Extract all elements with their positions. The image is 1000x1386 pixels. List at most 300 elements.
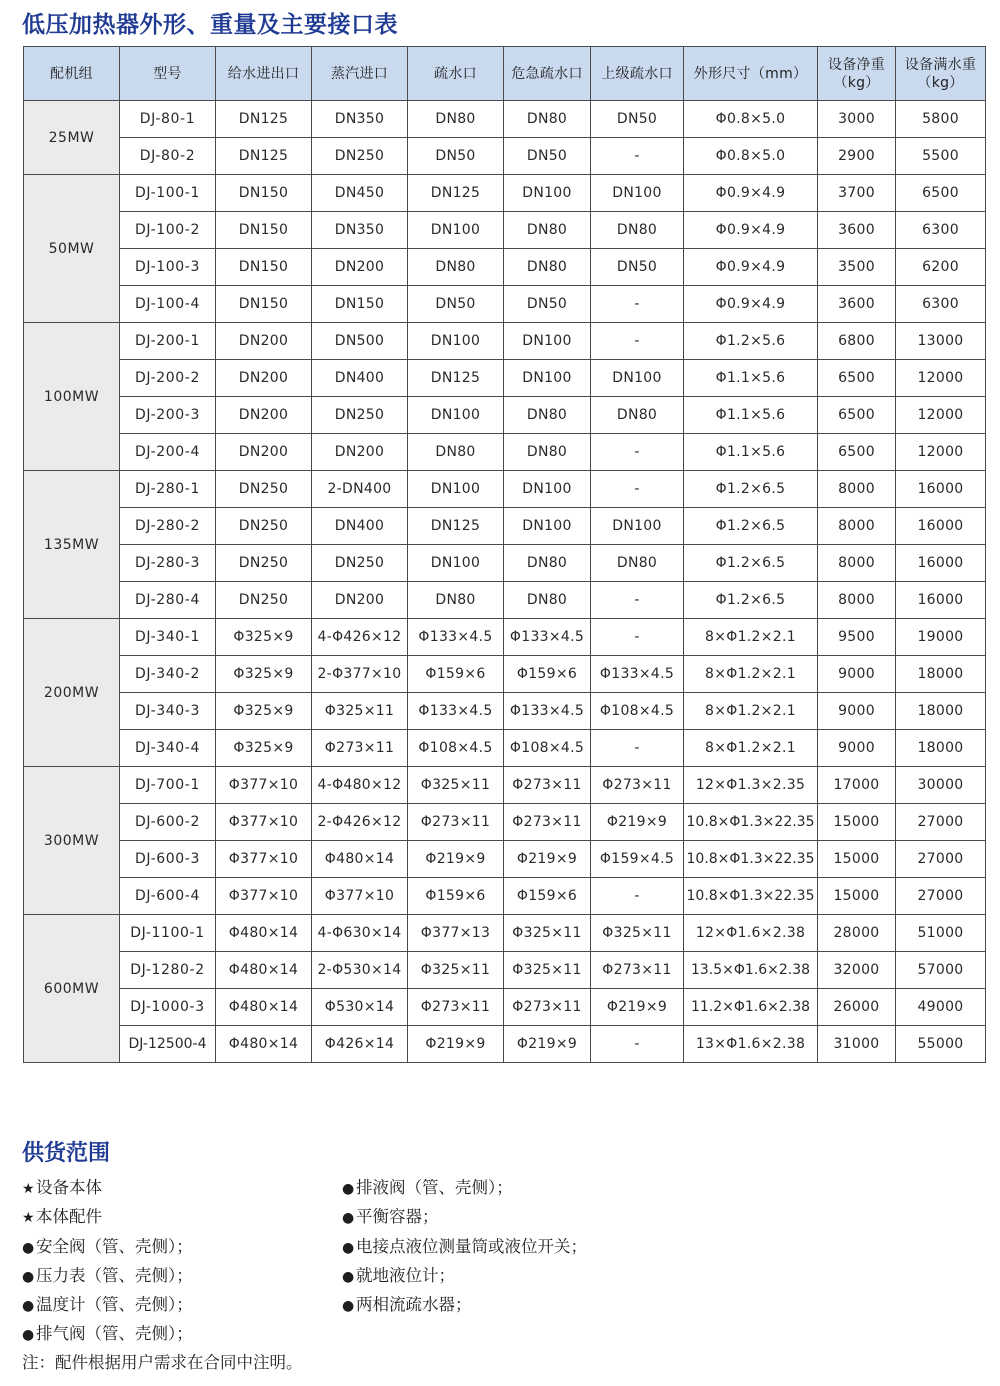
table-cell: 13×Φ1.6×2.38 [684, 1026, 818, 1063]
supply-item-text: 温度计（管、壳侧）； [36, 1295, 193, 1315]
column-header [120, 47, 216, 101]
table-cell: Φ133×4.5 [408, 693, 504, 730]
supply-item-text: 本体配件 [36, 1207, 102, 1227]
table-cell: 19000 [896, 619, 986, 656]
table-cell: 2-Φ530×14 [312, 952, 408, 989]
table-cell: DN150 [216, 175, 312, 212]
table-cell: 6500 [818, 397, 896, 434]
table-cell: Φ377×10 [216, 841, 312, 878]
bullet-icon: ● [22, 1298, 35, 1315]
model-cell: DJ-600-3 [120, 841, 216, 878]
table-row [24, 286, 986, 323]
bullet-icon: ● [342, 1181, 355, 1197]
table-row [24, 656, 986, 693]
table-cell: 15000 [818, 804, 896, 841]
supply-item-text: 排液阀（管、壳侧）； [356, 1178, 513, 1197]
table-cell: DN100 [408, 545, 504, 582]
table-cell: DN350 [312, 101, 408, 138]
table-cell: Φ159×6 [504, 878, 591, 915]
table-cell: 49000 [896, 989, 986, 1026]
table-cell: 27000 [896, 841, 986, 878]
table-cell: Φ1.1×5.6 [684, 434, 818, 471]
table-cell: 11.2×Φ1.6×2.38 [684, 989, 818, 1026]
supply-item [22, 1232, 193, 1261]
table-cell: Φ219×9 [591, 989, 684, 1026]
table-row [24, 471, 986, 508]
table-cell: Φ0.8×5.0 [684, 138, 818, 175]
table-cell: 12000 [896, 360, 986, 397]
table-cell: - [591, 471, 684, 508]
table-cell: DN50 [504, 286, 591, 323]
table-cell: DN80 [408, 434, 504, 471]
table-cell: Φ108×4.5 [504, 730, 591, 767]
table-cell: - [591, 1026, 684, 1063]
table-cell: 26000 [818, 989, 896, 1026]
table-cell: 27000 [896, 804, 986, 841]
table-row [24, 693, 986, 730]
supply-item [22, 1319, 193, 1348]
table-cell: Φ1.2×6.5 [684, 545, 818, 582]
table-cell: - [591, 323, 684, 360]
supply-item-text: 设备本体 [36, 1178, 102, 1197]
table-cell: 8×Φ1.2×2.1 [684, 730, 818, 767]
supply-item [22, 1261, 193, 1290]
table-cell: - [591, 582, 684, 619]
supply-item-text: 排气阀（管、壳侧）； [36, 1324, 193, 1344]
table-cell: DN50 [408, 138, 504, 175]
column-header [684, 47, 818, 101]
column-header [312, 47, 408, 101]
model-cell: DJ-100-2 [120, 212, 216, 249]
model-cell: DJ-100-3 [120, 249, 216, 286]
table-row [24, 175, 986, 212]
table-cell: DN100 [591, 360, 684, 397]
table-cell: 9000 [818, 656, 896, 693]
table-cell: Φ273×11 [408, 989, 504, 1026]
supply-item-text: 平衡容器； [356, 1207, 439, 1227]
supply-item-text: 安全阀（管、壳侧）； [36, 1236, 193, 1256]
table-cell: Φ219×9 [504, 841, 591, 878]
table-cell: Φ219×9 [591, 804, 684, 841]
table-cell: DN100 [408, 397, 504, 434]
table-cell: 16000 [896, 471, 986, 508]
table-cell: Φ325×11 [312, 693, 408, 730]
table-cell: 2900 [818, 138, 896, 175]
supply-item-text: 压力表（管、壳侧）； [36, 1265, 193, 1285]
table-cell: DN80 [591, 212, 684, 249]
table-cell: 3700 [818, 175, 896, 212]
supply-item [22, 1202, 193, 1231]
bullet-icon: ● [22, 1239, 35, 1256]
table-row [24, 841, 986, 878]
table-cell: Φ325×9 [216, 693, 312, 730]
column-header [24, 47, 120, 101]
column-header-text: 外形尺寸（mm） [693, 65, 808, 82]
table-cell: 12000 [896, 397, 986, 434]
table-cell: Φ480×14 [312, 841, 408, 878]
table-cell: 9000 [818, 730, 896, 767]
model-cell: DJ-280-2 [120, 508, 216, 545]
table-cell: 10.8×Φ1.3×22.35 [684, 878, 818, 915]
table-cell: - [591, 730, 684, 767]
table-cell: 6500 [896, 175, 986, 212]
unit-group-cell: 300MW [24, 767, 120, 915]
table-cell: DN200 [216, 397, 312, 434]
supply-list-left [22, 1173, 193, 1349]
table-cell: 4-Φ426×12 [312, 619, 408, 656]
table-cell: Φ530×14 [312, 989, 408, 1026]
table-cell: DN80 [408, 249, 504, 286]
table-cell: 16000 [896, 508, 986, 545]
table-cell: - [591, 286, 684, 323]
bullet-icon: ● [342, 1210, 355, 1227]
table-cell: Φ108×4.5 [408, 730, 504, 767]
table-cell: Φ377×10 [216, 767, 312, 804]
table-cell: DN80 [504, 101, 591, 138]
table-cell: 5500 [896, 138, 986, 175]
table-cell: 2-DN400 [312, 471, 408, 508]
table-cell: 8×Φ1.2×2.1 [684, 693, 818, 730]
table-row [24, 545, 986, 582]
table-cell: DN80 [504, 397, 591, 434]
table-cell: DN250 [312, 138, 408, 175]
table-cell: DN50 [504, 138, 591, 175]
model-cell: DJ-12500-4 [120, 1026, 216, 1063]
table-cell: 31000 [818, 1026, 896, 1063]
model-cell: DJ-340-1 [120, 619, 216, 656]
unit-group-cell: 135MW [24, 471, 120, 619]
model-cell: DJ-100-1 [120, 175, 216, 212]
star-icon: ★ [22, 1210, 35, 1227]
bullet-icon: ● [342, 1239, 355, 1256]
table-cell: Φ159×6 [408, 878, 504, 915]
table-cell: Φ108×4.5 [591, 693, 684, 730]
table-cell: Φ325×11 [408, 952, 504, 989]
header-row [24, 47, 986, 101]
column-header [818, 47, 896, 101]
table-cell: DN250 [312, 545, 408, 582]
table-cell: 13000 [896, 323, 986, 360]
table-cell: DN100 [408, 471, 504, 508]
table-row [24, 101, 986, 138]
unit-group-cell: 200MW [24, 619, 120, 767]
table-cell: 9000 [818, 693, 896, 730]
table-cell: 15000 [818, 878, 896, 915]
table-cell: 8000 [818, 582, 896, 619]
table-cell: 12×Φ1.6×2.38 [684, 915, 818, 952]
table-cell: 13.5×Φ1.6×2.38 [684, 952, 818, 989]
table-cell: DN80 [408, 582, 504, 619]
supply-item [342, 1290, 587, 1319]
table-cell: Φ273×11 [312, 730, 408, 767]
model-cell: DJ-700-1 [120, 767, 216, 804]
table-cell: Φ325×11 [408, 767, 504, 804]
table-cell: DN200 [312, 434, 408, 471]
column-header-text: （kg） [833, 74, 880, 91]
table-cell: DN80 [408, 101, 504, 138]
table-cell: DN100 [408, 323, 504, 360]
table-cell: - [591, 138, 684, 175]
model-cell: DJ-1100-1 [120, 915, 216, 952]
table-cell: DN50 [591, 249, 684, 286]
bullet-icon: ● [22, 1268, 35, 1285]
table-cell: DN250 [312, 397, 408, 434]
table-cell: DN80 [504, 212, 591, 249]
table-row [24, 434, 986, 471]
bullet-icon: ● [342, 1298, 355, 1315]
table-cell: DN100 [591, 508, 684, 545]
table-cell: Φ273×11 [504, 767, 591, 804]
table-cell: 3000 [818, 101, 896, 138]
table-cell: 18000 [896, 730, 986, 767]
table-cell: - [591, 434, 684, 471]
supply-item [342, 1232, 587, 1261]
model-cell: DJ-1000-3 [120, 989, 216, 1026]
table-cell: 12×Φ1.3×2.35 [684, 767, 818, 804]
table-cell: 28000 [818, 915, 896, 952]
supply-note: 注：配件根据用户需求在合同中注明。 [22, 1353, 303, 1372]
table-cell: DN100 [591, 175, 684, 212]
supply-title: 供货范围 [22, 1141, 111, 1166]
table-cell: 8000 [818, 508, 896, 545]
bullet-icon: ● [342, 1268, 355, 1285]
model-cell: DJ-600-2 [120, 804, 216, 841]
table-cell: 4-Φ480×12 [312, 767, 408, 804]
table-cell: 27000 [896, 878, 986, 915]
table-cell: 8×Φ1.2×2.1 [684, 656, 818, 693]
table-cell: Φ219×9 [408, 1026, 504, 1063]
table-row [24, 508, 986, 545]
supply-item-text: 就地液位计； [356, 1265, 455, 1285]
model-cell: DJ-80-2 [120, 138, 216, 175]
table-cell: DN125 [408, 175, 504, 212]
table-row [24, 249, 986, 286]
table-cell: Φ377×10 [216, 878, 312, 915]
table-cell: Φ377×13 [408, 915, 504, 952]
table-cell: 16000 [896, 582, 986, 619]
column-header-text: 蒸汽进口 [330, 65, 389, 82]
table-cell: 8×Φ1.2×2.1 [684, 619, 818, 656]
table-cell: 6500 [818, 434, 896, 471]
table-cell: Φ0.9×4.9 [684, 249, 818, 286]
table-row [24, 582, 986, 619]
table-cell: 6300 [896, 286, 986, 323]
supply-item [342, 1202, 587, 1231]
table-cell: Φ159×4.5 [591, 841, 684, 878]
column-header [408, 47, 504, 101]
column-header-text: 设备满水重 [904, 56, 977, 73]
table-cell: 18000 [896, 693, 986, 730]
table-cell: Φ219×9 [408, 841, 504, 878]
supply-item [22, 1173, 193, 1202]
table-cell: DN450 [312, 175, 408, 212]
model-cell: DJ-280-3 [120, 545, 216, 582]
table-cell: Φ377×10 [216, 804, 312, 841]
table-cell: Φ1.2×6.5 [684, 471, 818, 508]
table-cell: DN250 [216, 545, 312, 582]
unit-group-cell: 100MW [24, 323, 120, 471]
table-cell: Φ480×14 [216, 915, 312, 952]
table-cell: Φ325×9 [216, 656, 312, 693]
table-cell: Φ0.9×4.9 [684, 286, 818, 323]
model-cell: DJ-200-2 [120, 360, 216, 397]
table-cell: 32000 [818, 952, 896, 989]
table-cell: DN100 [504, 323, 591, 360]
table-cell: Φ133×4.5 [504, 619, 591, 656]
table-row [24, 212, 986, 249]
table-cell: Φ480×14 [216, 952, 312, 989]
table-cell: Φ273×11 [591, 767, 684, 804]
supply-list-right [342, 1173, 587, 1319]
model-cell: DJ-1280-2 [120, 952, 216, 989]
table-cell: Φ377×10 [312, 878, 408, 915]
supply-item-text: 电接点液位测量筒或液位开关； [356, 1236, 587, 1256]
unit-group-cell: 25MW [24, 101, 120, 175]
table-cell: 2-Φ426×12 [312, 804, 408, 841]
table-cell: 5800 [896, 101, 986, 138]
table-cell: DN100 [504, 508, 591, 545]
table-cell: DN200 [216, 323, 312, 360]
table-row [24, 138, 986, 175]
table-cell: - [591, 619, 684, 656]
table-cell: DN80 [504, 249, 591, 286]
table-cell: 8000 [818, 545, 896, 582]
table-cell: DN80 [591, 545, 684, 582]
column-header-text: 给水进出口 [227, 65, 300, 82]
table-cell: Φ325×11 [504, 952, 591, 989]
table-cell: - [591, 878, 684, 915]
table-cell: Φ325×11 [504, 915, 591, 952]
table-cell: 15000 [818, 841, 896, 878]
supply-item [342, 1173, 587, 1202]
table-cell: Φ426×14 [312, 1026, 408, 1063]
table-row [24, 730, 986, 767]
model-cell: DJ-200-1 [120, 323, 216, 360]
column-header [504, 47, 591, 101]
table-cell: 12000 [896, 434, 986, 471]
table-cell: Φ273×11 [408, 804, 504, 841]
table-cell: 18000 [896, 656, 986, 693]
table-header [24, 47, 986, 101]
table-cell: 8000 [818, 471, 896, 508]
table-cell: DN50 [408, 286, 504, 323]
table-cell: DN100 [504, 360, 591, 397]
table-row [24, 397, 986, 434]
column-header-text: 配机组 [50, 65, 93, 82]
table-cell: Φ1.1×5.6 [684, 397, 818, 434]
table-cell: Φ1.2×6.5 [684, 508, 818, 545]
table-cell: DN100 [408, 212, 504, 249]
table-cell: DN100 [504, 175, 591, 212]
table-cell: DN80 [591, 397, 684, 434]
table-cell: Φ159×6 [504, 656, 591, 693]
table-cell: Φ0.8×5.0 [684, 101, 818, 138]
column-header-text: 危急疏水口 [511, 65, 583, 82]
column-header [591, 47, 684, 101]
table-cell: DN80 [504, 582, 591, 619]
table-cell: 2-Φ377×10 [312, 656, 408, 693]
column-header-text: 设备净重 [827, 56, 886, 73]
table-cell: 6800 [818, 323, 896, 360]
table-cell: DN150 [216, 212, 312, 249]
table-row [24, 360, 986, 397]
table-cell: Φ273×11 [591, 952, 684, 989]
table-cell: 17000 [818, 767, 896, 804]
table-row [24, 323, 986, 360]
table-cell: DN150 [312, 286, 408, 323]
table-row [24, 878, 986, 915]
table-cell: 10.8×Φ1.3×22.35 [684, 841, 818, 878]
spec-table [23, 46, 986, 1063]
model-cell: DJ-340-4 [120, 730, 216, 767]
table-cell: DN125 [408, 508, 504, 545]
table-row [24, 619, 986, 656]
column-header [896, 47, 986, 101]
table-cell: 51000 [896, 915, 986, 952]
table-cell: Φ325×11 [591, 915, 684, 952]
table-cell: DN250 [216, 508, 312, 545]
table-row [24, 952, 986, 989]
table-cell: DN50 [591, 101, 684, 138]
table-cell: Φ325×9 [216, 619, 312, 656]
table-body [24, 101, 986, 1063]
table-cell: 55000 [896, 1026, 986, 1063]
table-cell: Φ159×6 [408, 656, 504, 693]
supply-item [342, 1261, 587, 1290]
table-cell: 30000 [896, 767, 986, 804]
column-header-text: 型号 [153, 65, 182, 82]
table-cell: DN80 [504, 434, 591, 471]
table-cell: DN200 [216, 360, 312, 397]
table-cell: DN500 [312, 323, 408, 360]
model-cell: DJ-340-3 [120, 693, 216, 730]
table-cell: 6200 [896, 249, 986, 286]
table-cell: DN250 [216, 582, 312, 619]
table-cell: DN150 [216, 286, 312, 323]
table-cell: Φ219×9 [504, 1026, 591, 1063]
table-cell: Φ133×4.5 [591, 656, 684, 693]
table-cell: Φ1.2×6.5 [684, 582, 818, 619]
table-row [24, 804, 986, 841]
table-cell: DN80 [504, 545, 591, 582]
table-cell: Φ0.9×4.9 [684, 175, 818, 212]
table-cell: 6300 [896, 212, 986, 249]
table-cell: DN125 [216, 101, 312, 138]
model-cell: DJ-280-1 [120, 471, 216, 508]
column-header-text: 上级疏水口 [601, 65, 673, 82]
table-cell: DN400 [312, 360, 408, 397]
table-cell: 3500 [818, 249, 896, 286]
table-row [24, 1026, 986, 1063]
table-cell: DN125 [216, 138, 312, 175]
table-cell: Φ0.9×4.9 [684, 212, 818, 249]
model-cell: DJ-600-4 [120, 878, 216, 915]
unit-group-cell: 600MW [24, 915, 120, 1063]
table-cell: DN200 [312, 249, 408, 286]
table-cell: 6500 [818, 360, 896, 397]
table-cell: Φ273×11 [504, 989, 591, 1026]
model-cell: DJ-200-3 [120, 397, 216, 434]
table-cell: DN150 [216, 249, 312, 286]
table-cell: 16000 [896, 545, 986, 582]
supply-item-text: 两相流疏水器； [356, 1295, 472, 1315]
table-row [24, 767, 986, 804]
table-cell: DN200 [312, 582, 408, 619]
model-cell: DJ-200-4 [120, 434, 216, 471]
table-cell: DN100 [504, 471, 591, 508]
table-cell: Φ1.2×5.6 [684, 323, 818, 360]
table-cell: DN125 [408, 360, 504, 397]
